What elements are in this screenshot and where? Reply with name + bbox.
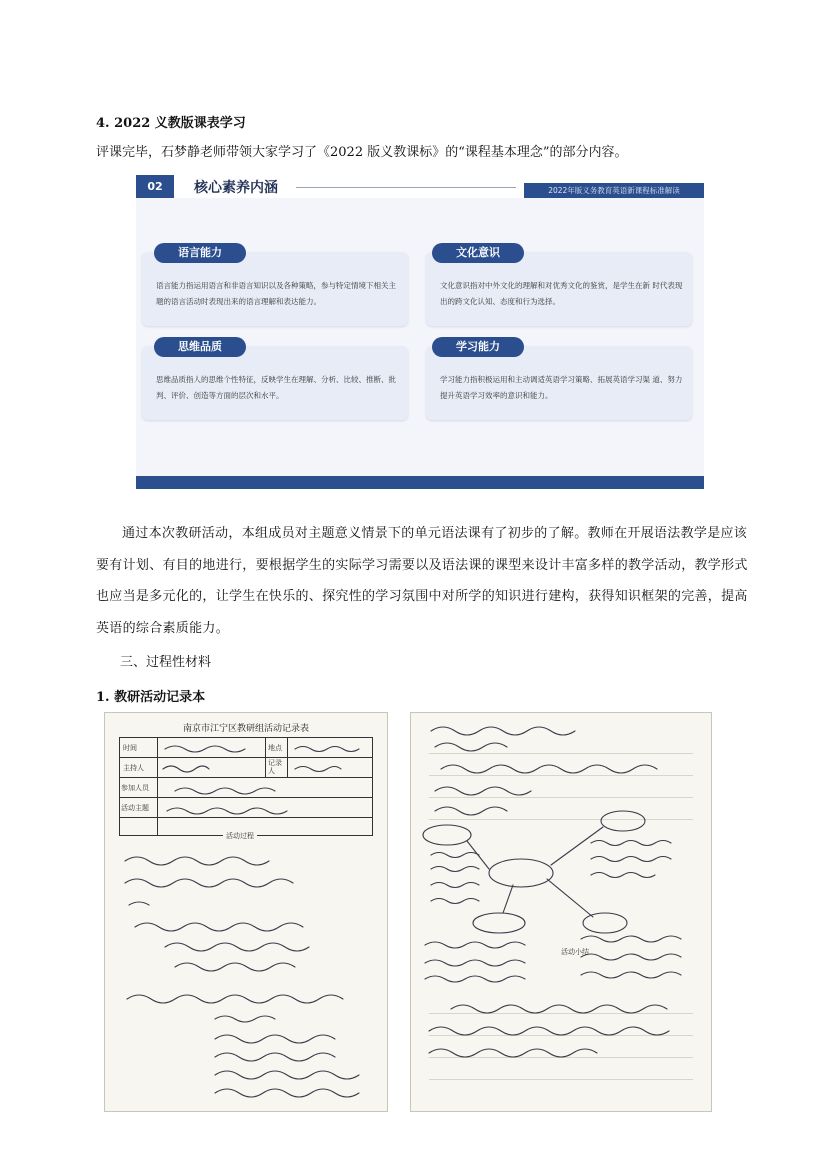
card-language-ability	[142, 246, 408, 326]
card-text: 语言能力指运用语言和非语言知识以及各种策略，参与特定情境下相关主题的语言活动时表现出来的语言理解和表达能力。	[156, 281, 396, 306]
card-text: 学习能力指积极运用和主动调适英语学习策略、拓展英语学习渠 道、努力提升英语学习效率的意识和能力。	[440, 375, 683, 400]
intro-line: 评课完毕，石梦静老师带领大家学习了《2022 版义教课标》的“课程基本理念”的部分内容。	[96, 145, 628, 160]
label-time: 时间	[123, 744, 137, 752]
label-recorder: 记录人	[268, 759, 282, 775]
record-notebook-photo-right	[410, 712, 712, 1112]
label-process: 活动过程	[223, 831, 257, 841]
section-heading: 4. 2022 义教版课表学习	[96, 116, 246, 131]
slide-number: 02	[136, 175, 174, 198]
handwriting-scribbles-left	[105, 713, 387, 1111]
card-cultural-awareness	[426, 246, 692, 326]
subsection-heading: 1. 教研活动记录本	[96, 690, 206, 705]
card-label: 语言能力	[154, 243, 246, 263]
label-host: 主持人	[123, 764, 144, 772]
card-label: 文化意识	[432, 243, 524, 263]
label-theme: 活动主题	[121, 804, 149, 812]
card-text: 文化意识指对中外文化的理解和对优秀文化的鉴赏，是学生在新 时代表现出的跨文化认知、态度和行为选择。	[440, 281, 683, 306]
form-title: 南京市江宁区教研组活动记录表	[182, 724, 309, 734]
summary-label: 活动小结	[561, 948, 589, 956]
card-learning-ability	[426, 340, 692, 420]
slide-title: 核心素养内涵	[194, 180, 278, 196]
summary-paragraph: 通过本次教研活动，本组成员对主题意义情景下的单元语法课有了初步的了解。教师在开展语法教学是应该要有计划、有目的地进行，要根据学生的实际学习需要以及语法课的课型来设计丰富多样的教学活动，教学形式也应当是多元化的，让学生在快乐的、探究性的学习氛围中对所学的知识进行建构，获得知识框架的完善，提高英语的综合素质能力。	[96, 526, 748, 636]
card-text: 思维品质指人的思维个性特征，反映学生在理解、分析、比较、推断、批判、评价、创造等方面的层次和水平。	[156, 375, 396, 400]
record-form-photo-left	[104, 712, 388, 1112]
section-three-heading: 三、过程性材料	[120, 655, 212, 670]
card-label: 思维品质	[154, 337, 246, 357]
mind-map-sketch	[411, 713, 711, 1111]
core-literacy-slide	[136, 175, 704, 489]
label-participants: 参加人员	[121, 784, 149, 792]
slide-footer-bar	[136, 476, 704, 489]
card-label: 学习能力	[432, 337, 524, 357]
label-place: 地点	[268, 744, 282, 752]
slide-divider	[296, 187, 516, 188]
card-thinking-quality	[142, 340, 408, 420]
slide-banner: 2022年版义务教育英语新课程标准解读	[524, 183, 704, 198]
